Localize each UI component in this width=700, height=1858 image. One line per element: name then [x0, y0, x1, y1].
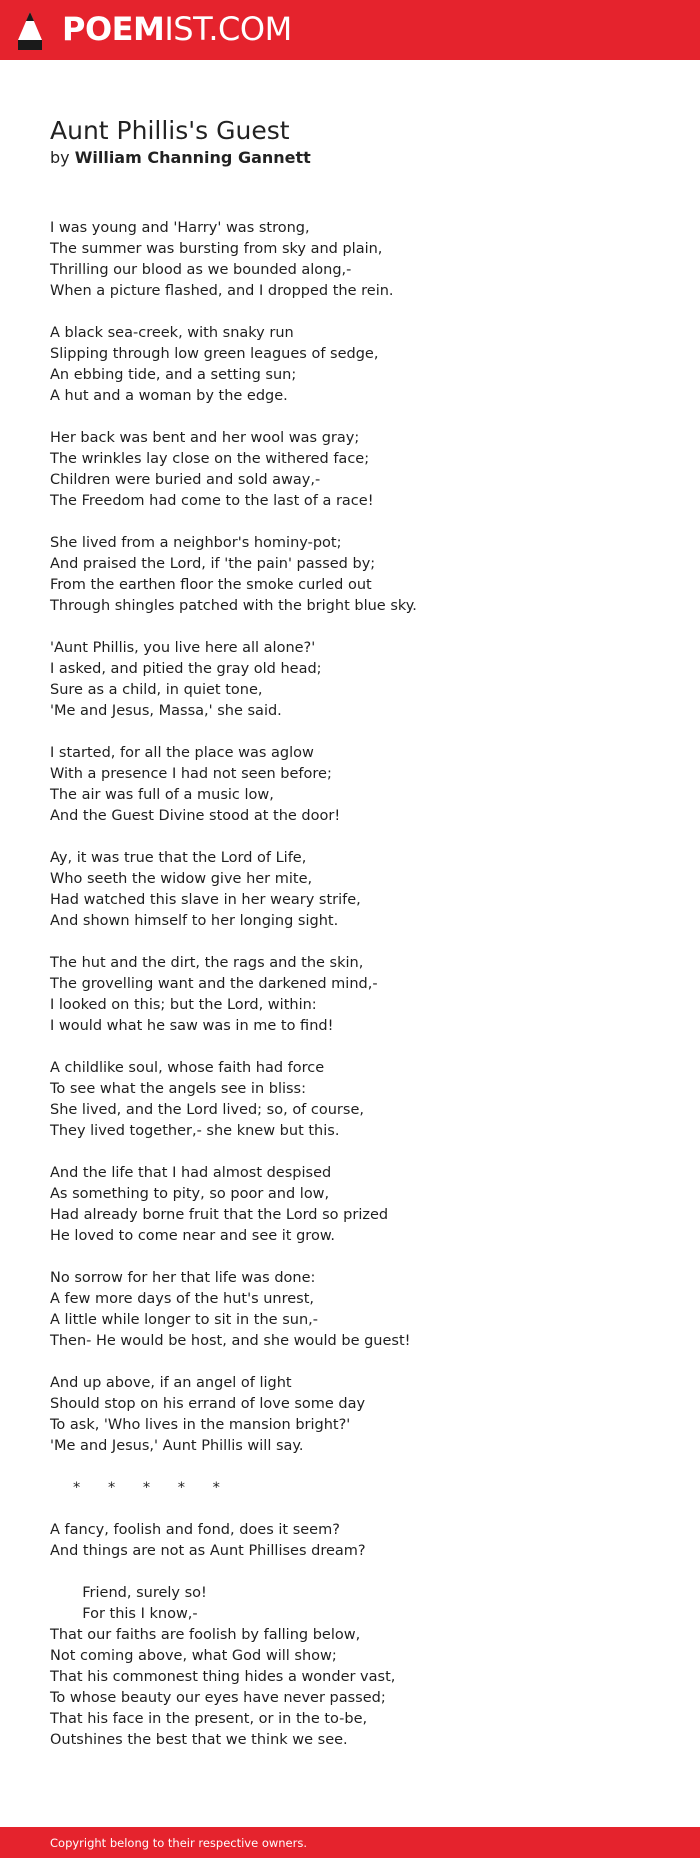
stanza-break [50, 1499, 417, 1520]
poem-line: I was young and 'Harry' was strong, [50, 220, 310, 236]
poem-line: I would what he saw was in me to find! [50, 1018, 334, 1034]
site-footer [0, 1827, 700, 1858]
poem-line: * * * * * [50, 1480, 220, 1496]
poem-line: And things are not as Aunt Phillises dream? [50, 1543, 366, 1559]
poem-line: 'Aunt Phillis, you live here all alone?' [50, 640, 316, 656]
stanza-break [50, 722, 417, 743]
byline [50, 146, 311, 170]
stanza-break [50, 407, 417, 428]
poem-line: A hut and a woman by the edge. [50, 388, 288, 404]
poem-line: The wrinkles lay close on the withered face; [50, 451, 370, 467]
poem-line: A fancy, foolish and fond, does it seem? [50, 1522, 340, 1538]
stanza-break [50, 302, 417, 323]
poem-line: To see what the angels see in bliss: [50, 1081, 306, 1097]
poem-line: Not coming above, what God will show; [50, 1648, 337, 1664]
poem-line: Who seeth the widow give her mite, [50, 871, 313, 887]
poem-line: As something to pity, so poor and low, [50, 1186, 330, 1202]
poem-line: When a picture flashed, and I dropped the rein. [50, 283, 394, 299]
poem-line: And praised the Lord, if 'the pain' passed by; [50, 556, 376, 572]
poem-body [50, 218, 417, 1751]
logo-bold-text: POEM [62, 10, 165, 48]
logo-light-text: IST.COM [164, 10, 292, 48]
stanza-break [50, 1352, 417, 1373]
poem-line: I looked on this; but the Lord, within: [50, 997, 317, 1013]
poem-line: For this I know,- [50, 1606, 198, 1622]
poem-line: Slipping through low green leagues of sedge, [50, 346, 379, 362]
poem-line: They lived together,- she knew but this. [50, 1123, 340, 1139]
poem-line: The air was full of a music low, [50, 787, 274, 803]
stanza-break [50, 1562, 417, 1583]
poem-line: Then- He would be host, and she would be guest! [50, 1333, 411, 1349]
poem-line: A little while longer to sit in the sun,- [50, 1312, 318, 1328]
poem-line: 'Me and Jesus, Massa,' she said. [50, 703, 282, 719]
poem-line: Thrilling our blood as we bounded along,- [50, 262, 352, 278]
poem-line: That his face in the present, or in the to-be, [50, 1711, 368, 1727]
poem-line: To ask, 'Who lives in the mansion bright?' [50, 1417, 351, 1433]
poem-line: That our faiths are foolish by falling below, [50, 1627, 361, 1643]
poem-line: He loved to come near and see it grow. [50, 1228, 335, 1244]
poem-line: Had watched this slave in her weary strife, [50, 892, 361, 908]
poem-line: She lived from a neighbor's hominy-pot; [50, 535, 342, 551]
poem-line: To whose beauty our eyes have never passed; [50, 1690, 386, 1706]
poem-line: Should stop on his errand of love some day [50, 1396, 366, 1412]
poem-title: Aunt Phillis's Guest [50, 116, 290, 145]
poem-line: And up above, if an angel of light [50, 1375, 292, 1391]
byline-prefix: by [50, 148, 75, 167]
poem-line: Outshines the best that we think we see. [50, 1732, 348, 1748]
poem-line: The summer was bursting from sky and plain, [50, 241, 383, 257]
poem-line: A few more days of the hut's unrest, [50, 1291, 315, 1307]
site-header [0, 0, 700, 60]
poem-line: Through shingles patched with the bright blue sky. [50, 598, 417, 614]
poem-line: And the Guest Divine stood at the door! [50, 808, 341, 824]
poem-line: That his commonest thing hides a wonder vast, [50, 1669, 396, 1685]
stanza-break [50, 1142, 417, 1163]
pencil-tip-icon[interactable] [16, 10, 44, 52]
poem-line: Her back was bent and her wool was gray; [50, 430, 360, 446]
stanza-break [50, 617, 417, 638]
site-logo[interactable] [62, 7, 292, 51]
poem-line: Children were buried and sold away,- [50, 472, 321, 488]
poem-line: An ebbing tide, and a setting sun; [50, 367, 297, 383]
poem-line: No sorrow for her that life was done: [50, 1270, 316, 1286]
poem-line: I started, for all the place was aglow [50, 745, 314, 761]
stanza-break [50, 1247, 417, 1268]
poem-line: Ay, it was true that the Lord of Life, [50, 850, 307, 866]
poem-line: The grovelling want and the darkened mind,- [50, 976, 378, 992]
poem-line: Had already borne fruit that the Lord so prized [50, 1207, 389, 1223]
stanza-break [50, 1037, 417, 1058]
poem-line: And the life that I had almost despised [50, 1165, 332, 1181]
copyright-notice: Copyright belong to their respective owners. [50, 1836, 308, 1850]
poem-line: The hut and the dirt, the rags and the skin, [50, 955, 364, 971]
poem-line: With a presence I had not seen before; [50, 766, 332, 782]
poem-line: A childlike soul, whose faith had force [50, 1060, 325, 1076]
stanza-break [50, 1457, 417, 1478]
author-name: William Channing Gannett [74, 148, 311, 167]
stanza-break [50, 932, 417, 953]
poem-line: She lived, and the Lord lived; so, of course, [50, 1102, 364, 1118]
stanza-break [50, 827, 417, 848]
stanza-break [50, 512, 417, 533]
poem-line: The Freedom had come to the last of a race! [50, 493, 374, 509]
poem-line: And shown himself to her longing sight. [50, 913, 339, 929]
poem-line: From the earthen floor the smoke curled out [50, 577, 372, 593]
poem-line: Sure as a child, in quiet tone, [50, 682, 263, 698]
poem-line: Friend, surely so! [50, 1585, 207, 1601]
poem-line: I asked, and pitied the gray old head; [50, 661, 322, 677]
poem-line: 'Me and Jesus,' Aunt Phillis will say. [50, 1438, 304, 1454]
poem-line: A black sea-creek, with snaky run [50, 325, 294, 341]
